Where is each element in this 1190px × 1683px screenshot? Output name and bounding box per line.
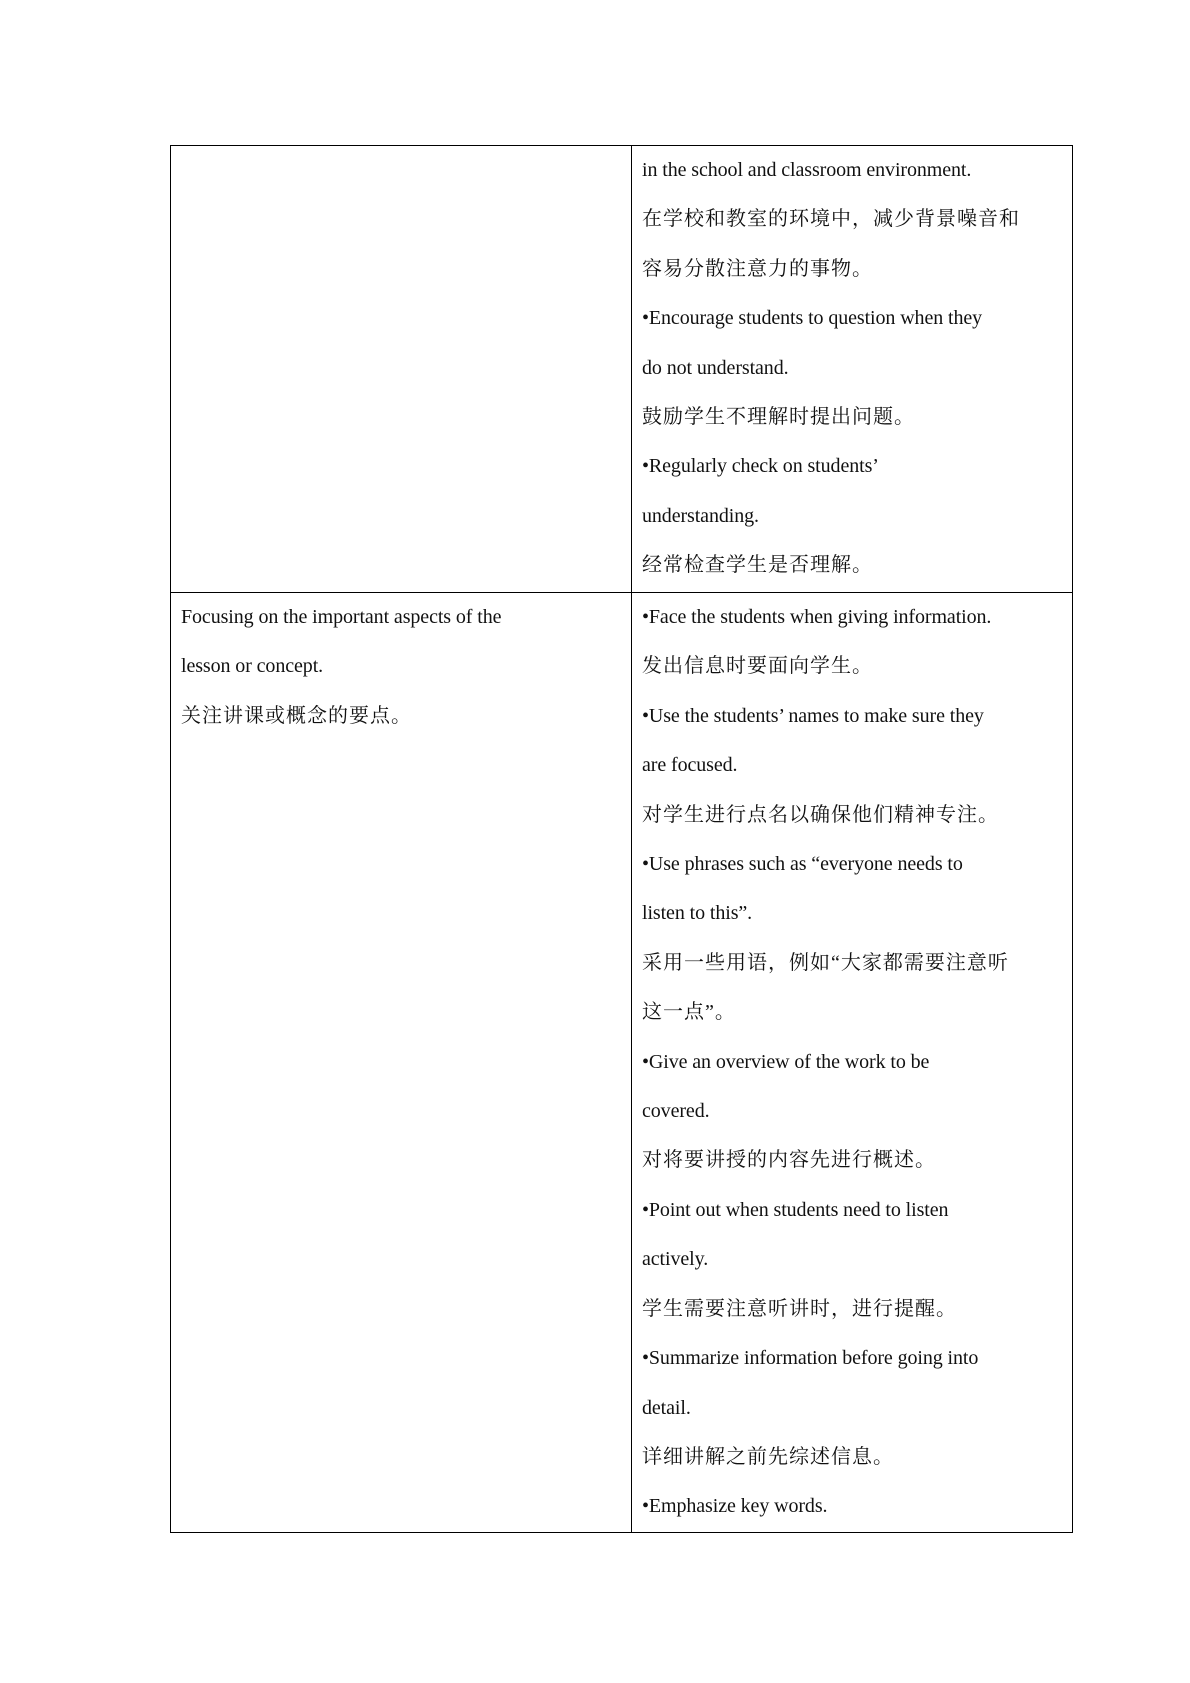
cell-line: Focusing on the important aspects of the [181, 606, 502, 628]
cell-line: 鼓励学生不理解时提出问题。 [642, 406, 915, 429]
cell-line: •Regularly check on students’ [642, 455, 879, 478]
cell-line: •Encourage students to question when they [642, 307, 983, 330]
cell-line: •Give an overview of the work to be [642, 1050, 930, 1073]
cell-line: •Face the students when giving information. [642, 606, 992, 628]
cell-line: covered. [642, 1100, 710, 1123]
cell-line: •Point out when students need to listen [642, 1198, 949, 1221]
cell-line: 对将要讲授的内容先进行概述。 [642, 1149, 936, 1172]
table-cell-left [171, 146, 632, 593]
cell-line: 发出信息时要面向学生。 [642, 655, 873, 678]
cell-line: •Use phrases such as “everyone needs to [642, 853, 963, 876]
strategy-table [170, 145, 1073, 1533]
cell-line: 采用一些用语，例如“大家都需要注意听 [642, 951, 1009, 974]
cell-line: 对学生进行点名以确保他们精神专注。 [642, 803, 999, 826]
cell-line: actively. [642, 1248, 709, 1271]
cell-line: understanding. [642, 504, 759, 527]
table-cell-right [632, 146, 1073, 593]
cell-line: lesson or concept. [181, 655, 324, 678]
cell-line: listen to this”. [642, 902, 753, 925]
table-row [171, 146, 1073, 593]
cell-line: 这一点”。 [642, 1001, 736, 1024]
table-row [171, 593, 1073, 1533]
cell-line: 学生需要注意听讲时，进行提醒。 [642, 1297, 957, 1320]
cell-line: 在学校和教室的环境中，减少背景噪音和 [642, 208, 1020, 231]
cell-line: 详细讲解之前先综述信息。 [642, 1445, 894, 1468]
cell-line: •Summarize information before going into [642, 1347, 979, 1370]
cell-line: 经常检查学生是否理解。 [642, 554, 873, 577]
table-cell-left [171, 593, 632, 1533]
cell-line: in the school and classroom environment. [642, 159, 972, 181]
cell-line: •Emphasize key words. [642, 1495, 828, 1518]
cell-line: are focused. [642, 754, 738, 777]
cell-line: detail. [642, 1396, 691, 1419]
cell-line: 关注讲课或概念的要点。 [181, 704, 412, 727]
table-cell-right [632, 593, 1073, 1533]
cell-line: do not understand. [642, 356, 789, 379]
cell-line: 容易分散注意力的事物。 [642, 257, 873, 280]
cell-line: •Use the students’ names to make sure they [642, 704, 984, 727]
